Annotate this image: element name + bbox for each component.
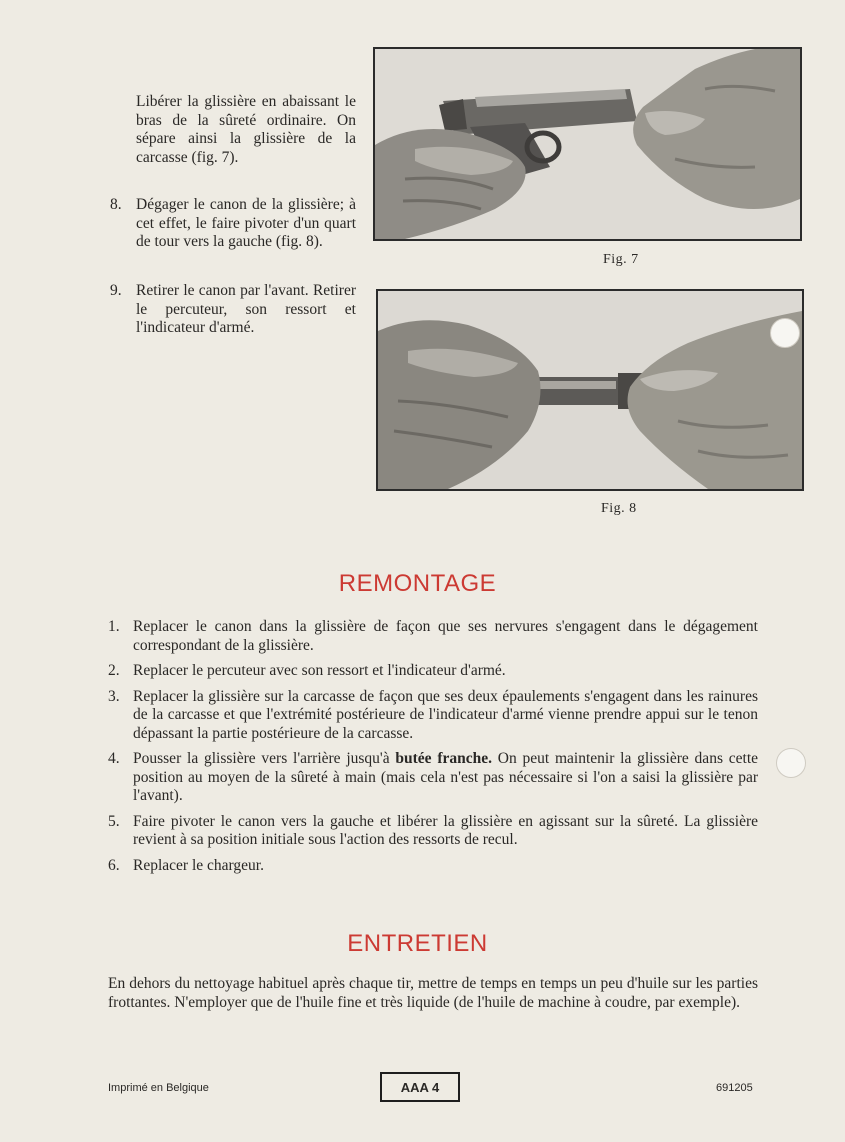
figure-7-caption: Fig. 7 bbox=[603, 252, 639, 267]
figure-7-illustration bbox=[375, 49, 800, 239]
list-item bbox=[108, 813, 758, 850]
list-item bbox=[108, 750, 758, 806]
step-8 bbox=[110, 196, 356, 252]
item-number: 4. bbox=[108, 750, 120, 767]
list-item bbox=[108, 857, 758, 876]
item-text bbox=[133, 750, 758, 806]
document-code-box bbox=[380, 1072, 460, 1102]
item-number: 6. bbox=[108, 856, 120, 874]
item-number: 3. bbox=[108, 687, 120, 705]
figure-8-caption: Fig. 8 bbox=[601, 501, 637, 516]
remontage-list bbox=[108, 618, 758, 882]
punch-hole bbox=[776, 748, 806, 778]
step-9 bbox=[110, 282, 356, 338]
entretien-paragraph: En dehors du nettoyage habituel après chaque tir, mettre de temps en temps un peu d'huile sur les parties frottantes. N'employer que de l'huile fine et très liquide (de l'huile de machine à coudre, par exemple). bbox=[108, 975, 758, 1011]
item-text-end: On peut maintenir la glissière dans cette position au moyen de la sûreté à main (mais cela n'est pas nécessaire si l'on a saisi la glissière par l'avant). bbox=[133, 750, 759, 804]
document-code: AAA 4 bbox=[400, 1079, 440, 1095]
item-number: 1. bbox=[108, 618, 120, 635]
figure-7-photo bbox=[373, 47, 802, 241]
step-number: 8. bbox=[110, 196, 122, 213]
step-number: 9. bbox=[110, 282, 122, 299]
list-item bbox=[108, 688, 758, 744]
list-item bbox=[108, 618, 758, 655]
step-7-continuation: Libérer la glissière en abaissant le bras de la sûreté ordinaire. On sépare ainsi la glissière de la carcasse (fig. 7). bbox=[136, 93, 356, 166]
item-text-emphasis: butée franche. bbox=[395, 750, 492, 767]
entretien-heading: ENTRETIEN bbox=[347, 930, 488, 957]
item-text: Replacer la glissière sur la carcasse de façon que ses deux épaulements s'engagent dans les rainures de la carcasse et que l'extrémité postérieure de l'indicateur d'armé vienne prendre appui sur le tenon dépassant la partie postérieure de la carcasse. bbox=[133, 687, 758, 742]
remontage-heading: REMONTAGE bbox=[338, 570, 497, 597]
figure-8-illustration bbox=[378, 291, 802, 489]
list-item bbox=[108, 662, 758, 681]
item-text-start: Pousser la glissière vers l'arrière jusqu'à bbox=[133, 750, 396, 767]
item-number: 5. bbox=[108, 812, 120, 830]
step-text: Retirer le canon par l'avant. Retirer le percuteur, son ressort et l'indicateur d'armé. bbox=[136, 282, 356, 336]
printed-in-label: Imprimé en Belgique bbox=[108, 1082, 209, 1094]
print-reference-number: 691205 bbox=[716, 1082, 753, 1094]
punch-hole bbox=[770, 318, 800, 348]
item-number: 2. bbox=[108, 662, 120, 679]
figure-8-photo bbox=[376, 289, 804, 491]
item-text: Replacer le chargeur. bbox=[133, 856, 264, 874]
step-text: Dégager le canon de la glissière; à cet effet, le faire pivoter d'un quart de tour vers la gauche (fig. 8). bbox=[136, 196, 356, 250]
item-text: Replacer le canon dans la glissière de façon que ses nervures s'engagent dans le dégagement correspondant de la glissière. bbox=[133, 618, 758, 654]
item-text: Faire pivoter le canon vers la gauche et libérer la glissière en agissant sur la sûreté. La glissière revient à sa position initiale sous l'action des ressorts de recul. bbox=[133, 812, 758, 848]
item-text: Replacer le percuteur avec son ressort et l'indicateur d'armé. bbox=[133, 662, 506, 679]
